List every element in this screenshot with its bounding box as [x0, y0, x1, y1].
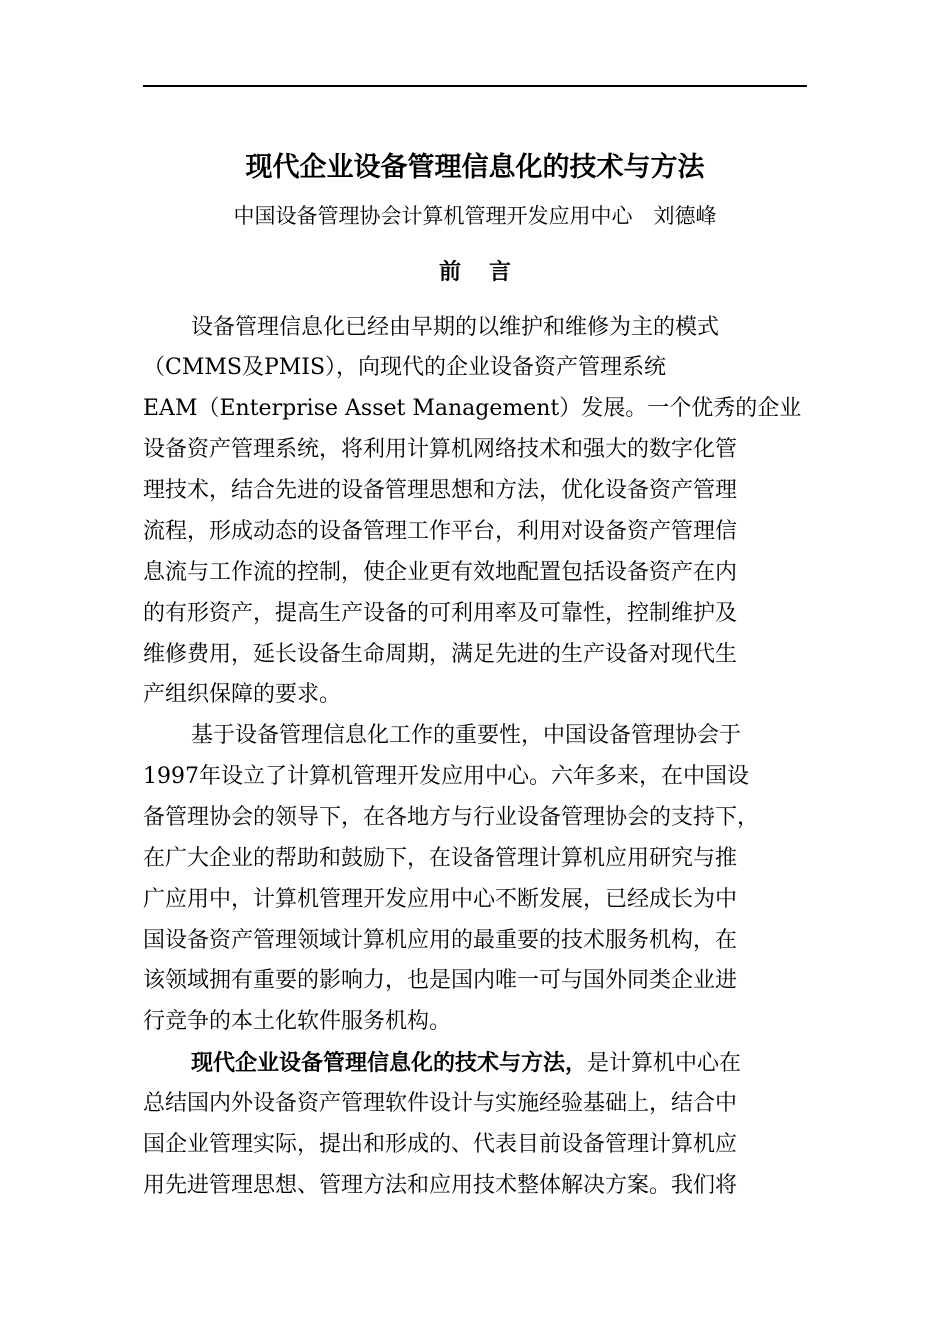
- section-heading: 前言: [438, 259, 539, 285]
- paragraph-2-line: 在广大企业的帮助和鼓励下，在设备管理计算机应用研究与推: [143, 846, 738, 871]
- paragraph-3-bold-lead: 现代企业设备管理信息化的技术与方法，: [191, 1050, 588, 1076]
- document-title: 现代企业设备管理信息化的技术与方法: [245, 152, 705, 183]
- header-rule: [143, 85, 807, 87]
- paragraph-3-lead-rest: 是计算机中心在: [587, 1051, 742, 1076]
- paragraph-3-first-line: [191, 1048, 741, 1079]
- paragraph-3-line: 用先进管理思想、管理方法和应用技术整体解决方案。我们将: [143, 1173, 738, 1198]
- author-line: 中国设备管理协会计算机管理开发应用中心 刘德峰: [233, 204, 717, 228]
- paragraph-1-line: 息流与工作流的控制，使企业更有效地配置包括设备资产在内: [143, 560, 738, 585]
- paragraph-1-line: 产组织保障的要求。: [143, 682, 342, 707]
- paragraph-2-line: 1997年设立了计算机管理开发应用中心。六年多来，在中国设: [143, 764, 749, 789]
- paragraph-3-line: 总结国内外设备资产管理软件设计与实施经验基础上，结合中: [143, 1091, 738, 1116]
- paragraph-1-line: 流程，形成动态的设备管理工作平台，利用对设备资产管理信: [143, 519, 738, 544]
- paragraph-2-line: 行竞争的本土化软件服务机构。: [143, 1009, 452, 1034]
- paragraph-2-line: 广应用中，计算机管理开发应用中心不断发展，已经成长为中: [143, 887, 738, 912]
- paragraph-2-line: 备管理协会的领导下，在各地方与行业设备管理协会的支持下，: [143, 805, 760, 830]
- paragraph-3-line: 国企业管理实际，提出和形成的、代表目前设备管理计算机应: [143, 1132, 738, 1157]
- paragraph-2-line: 基于设备管理信息化工作的重要性，中国设备管理协会于: [191, 723, 742, 748]
- paragraph-1-line: 设备管理信息化已经由早期的以维护和维修为主的模式: [191, 315, 720, 340]
- paragraph-1-line: 理技术，结合先进的设备管理思想和方法，优化设备资产管理: [143, 478, 738, 503]
- paragraph-1-line: （CMMS及PMIS），向现代的企业设备资产管理系统: [143, 355, 667, 380]
- paragraph-1-line: 维修费用，延长设备生命周期，满足先进的生产设备对现代生: [143, 642, 738, 667]
- paragraph-2-line: 国设备资产管理领域计算机应用的最重要的技术服务机构，在: [143, 928, 738, 953]
- paragraph-1-line: 设备资产管理系统，将利用计算机网络技术和强大的数字化管: [143, 437, 738, 462]
- paragraph-2-line: 该领域拥有重要的影响力，也是国内唯一可与国外同类企业进: [143, 968, 738, 993]
- paragraph-1-line: 的有形资产，提高生产设备的可利用率及可靠性，控制维护及: [143, 601, 738, 626]
- paragraph-1-line: EAM（Enterprise Asset Management）发展。一个优秀的企业: [143, 396, 802, 421]
